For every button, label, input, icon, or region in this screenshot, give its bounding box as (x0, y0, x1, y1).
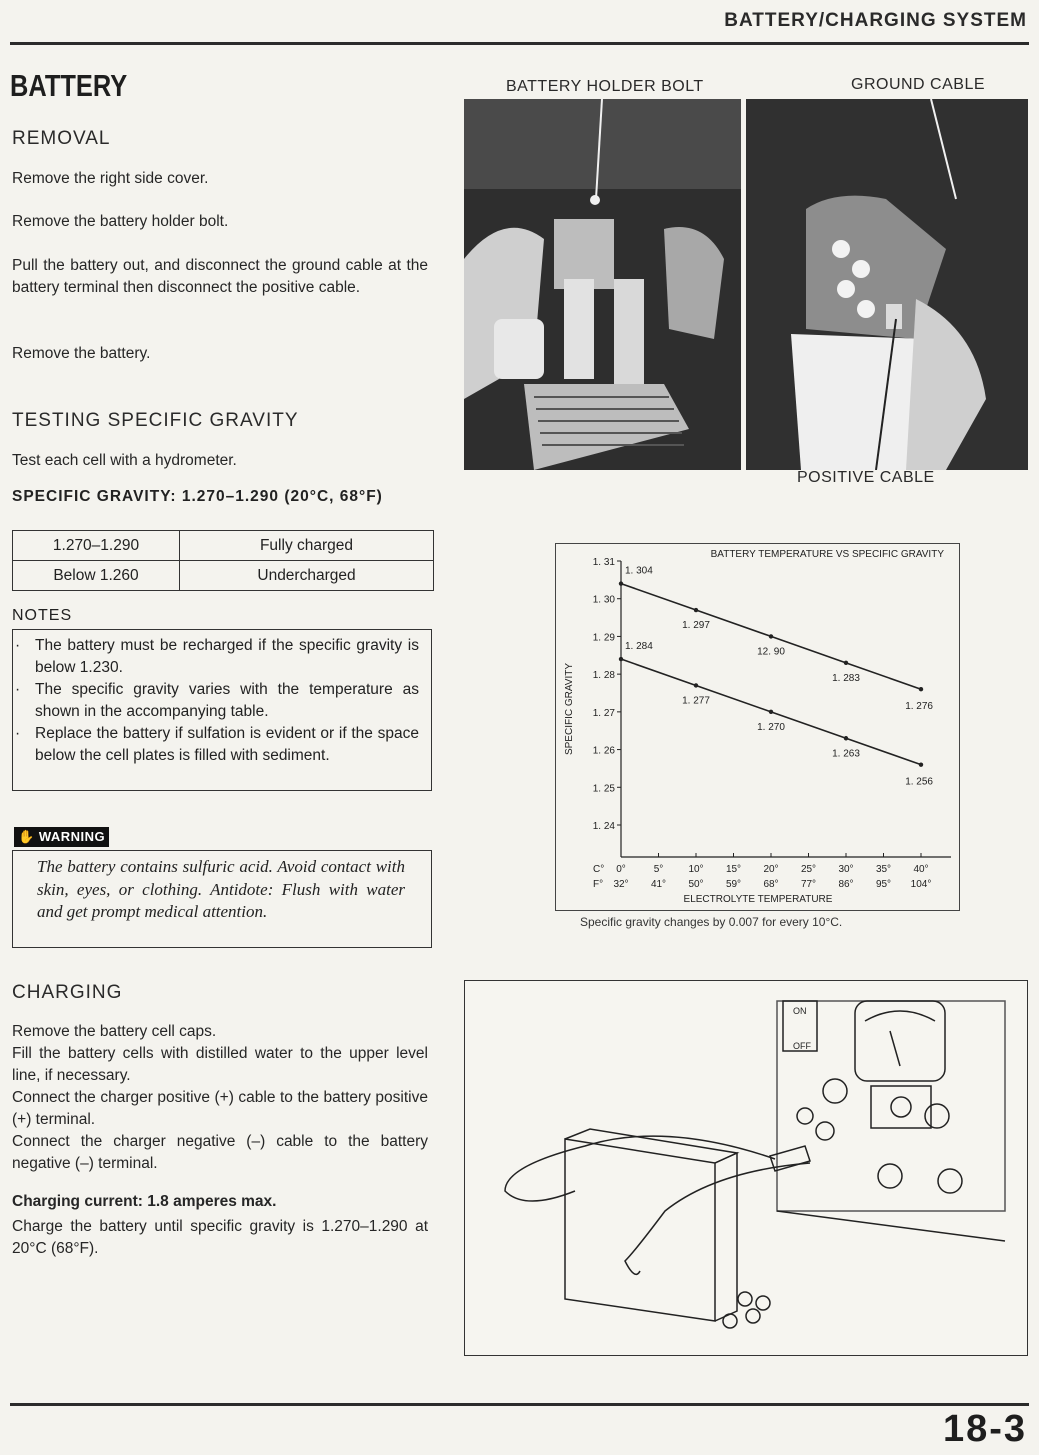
table-cell-state: Undercharged (180, 561, 434, 591)
charging-current-label: Charging current: (12, 1193, 143, 1210)
note-text: Replace the battery if sulfation is evident or if the space below the cell plates is filled with sediment. (35, 725, 419, 764)
removal-step-4: Remove the battery. (12, 345, 151, 362)
x-tick-label-fahrenheit: 77° (800, 879, 817, 890)
data-point (619, 581, 623, 585)
note-item (15, 635, 419, 679)
table-row (13, 561, 434, 591)
x-tick-label-fahrenheit: 95° (875, 879, 892, 890)
note-text: The specific gravity varies with the temperature as shown in the accompanying table. (35, 681, 419, 720)
note-item (15, 723, 419, 767)
testing-heading: TESTING SPECIFIC GRAVITY (12, 410, 299, 431)
data-label: 1. 276 (905, 701, 933, 713)
charging-step-4: Connect the charger negative (–) cable to the battery negative (–) terminal. (12, 1133, 428, 1172)
warning-text: The battery contains sulfuric acid. Avoid contact with skin, eyes, or clothing. Antidote: Flush with water and get prompt medical attention. (37, 857, 405, 921)
bullet-icon: · (15, 637, 21, 654)
x-tick-label-celsius: 30° (838, 864, 854, 875)
specific-gravity-spec: SPECIFIC GRAVITY: 1.270–1.290 (20°C, 68°F) (12, 488, 383, 505)
data-label: 1. 256 (905, 776, 933, 788)
charging-heading: CHARGING (12, 982, 123, 1003)
notes-box (12, 629, 432, 791)
charging-step-3: Connect the charger positive (+) cable to the battery positive (+) terminal. (12, 1089, 428, 1128)
data-label: 1. 263 (832, 748, 860, 760)
y-tick-label: 1. 31 (592, 557, 615, 568)
testing-instruction: Test each cell with a hydrometer. (12, 452, 237, 469)
data-point (769, 634, 773, 638)
charging-step-1: Remove the battery cell caps. (12, 1023, 217, 1040)
data-point (844, 736, 848, 740)
data-point (769, 710, 773, 714)
data-label: 1. 304 (625, 565, 653, 577)
charger-illustration (465, 981, 1027, 1355)
y-axis-label: SPECIFIC GRAVITY (564, 662, 575, 756)
charging-step-2: Fill the battery cells with distilled water to the upper level line, if necessary. (12, 1045, 428, 1084)
note-text: The battery must be recharged if the specific gravity is below 1.230. (35, 637, 419, 676)
data-point (919, 762, 923, 766)
y-tick-label: 1. 27 (592, 707, 615, 719)
x-tick-label-celsius: 10° (688, 864, 704, 875)
label-ground-cable: GROUND CABLE (851, 76, 986, 93)
footer-rule (10, 1403, 1029, 1406)
bullet-icon: · (15, 725, 21, 742)
charging-final: Charge the battery until specific gravity is 1.270–1.290 at 20°C (68°F). (12, 1218, 428, 1257)
battery-holder-photo-illustration (464, 99, 741, 470)
y-tick-label: 1. 26 (592, 745, 615, 757)
warning-badge (14, 827, 109, 847)
x-tick-label-celsius: 20° (763, 864, 779, 875)
specific-gravity-table (12, 530, 434, 591)
x-tick-label-fahrenheit: 86° (838, 879, 854, 890)
switch-on-label: ON (793, 1006, 807, 1016)
x-axis-celsius-unit: C° (593, 864, 605, 875)
removal-step-3: Pull the battery out, and disconnect the ground cable at the battery terminal then disconnect the positive cable. (12, 257, 428, 296)
data-label: 1. 284 (625, 641, 653, 653)
section-header: BATTERY/CHARGING SYSTEM (724, 10, 1027, 31)
photo-ground-cable (746, 99, 1028, 470)
table-cell-range: 1.270–1.290 (13, 531, 180, 561)
x-tick-label-fahrenheit: 59° (725, 879, 742, 890)
table-row (13, 531, 434, 561)
data-point (844, 661, 848, 665)
chart-title: BATTERY TEMPERATURE VS SPECIFIC GRAVITY (710, 549, 944, 560)
x-tick-label-fahrenheit: 50° (688, 879, 704, 890)
ground-cable-photo-illustration (746, 99, 1028, 470)
data-point (694, 608, 698, 612)
y-tick-label: 1. 30 (592, 594, 615, 606)
chart-svg (556, 544, 961, 912)
y-tick-label: 1. 28 (592, 670, 615, 682)
x-tick-label-fahrenheit: 104° (910, 879, 932, 890)
warning-label: WARNING (38, 829, 106, 844)
header-rule (10, 42, 1029, 45)
y-tick-label: 1. 25 (592, 783, 615, 795)
x-tick-label-celsius: 15° (725, 864, 742, 875)
charger-diagram (464, 980, 1028, 1356)
warning-box (12, 850, 432, 948)
removal-step-1: Remove the right side cover. (12, 170, 209, 187)
x-tick-label-fahrenheit: 68° (763, 879, 779, 890)
note-item (15, 679, 419, 723)
page-title: BATTERY (10, 68, 128, 103)
x-axis-fahrenheit-unit: F° (593, 879, 604, 890)
page-number: 18-3 (942, 1408, 1027, 1450)
x-axis-label: ELECTROLYTE TEMPERATURE (683, 894, 833, 905)
data-point (619, 657, 623, 661)
chart-caption: Specific gravity changes by 0.007 for every 10°C. (580, 915, 843, 929)
x-tick-label-celsius: 0° (616, 864, 626, 875)
charging-current-value: 1.8 amperes max. (147, 1193, 277, 1210)
removal-step-2: Remove the battery holder bolt. (12, 213, 229, 230)
photo-battery-holder (464, 99, 741, 470)
y-tick-label: 1. 29 (592, 632, 615, 644)
x-tick-label-celsius: 35° (875, 864, 892, 875)
label-battery-holder-bolt: BATTERY HOLDER BOLT (506, 78, 704, 95)
data-point (919, 687, 923, 691)
data-label: 1. 283 (832, 672, 860, 684)
table-cell-state: Fully charged (180, 531, 434, 561)
x-tick-label-celsius: 5° (653, 864, 664, 875)
x-tick-label-fahrenheit: 32° (613, 879, 629, 890)
switch-off-label: OFF (793, 1041, 811, 1051)
data-label: 1. 277 (682, 695, 710, 707)
label-positive-cable: POSITIVE CABLE (797, 469, 935, 486)
notes-label: NOTES (12, 607, 73, 624)
hand-icon: ✋ (18, 829, 35, 844)
data-label: 1. 270 (757, 721, 785, 733)
removal-heading: REMOVAL (12, 128, 111, 149)
table-cell-range: Below 1.260 (13, 561, 180, 591)
sg-temperature-chart (555, 543, 960, 911)
y-tick-label: 1. 24 (592, 821, 615, 832)
data-point (694, 683, 698, 687)
data-label: 12. 90 (757, 646, 785, 658)
x-tick-label-celsius: 40° (913, 864, 929, 875)
x-tick-label-fahrenheit: 41° (650, 879, 667, 890)
charging-current (12, 1191, 428, 1213)
data-label: 1. 297 (682, 620, 710, 632)
x-tick-label-celsius: 25° (800, 864, 817, 875)
bullet-icon: · (15, 681, 21, 698)
